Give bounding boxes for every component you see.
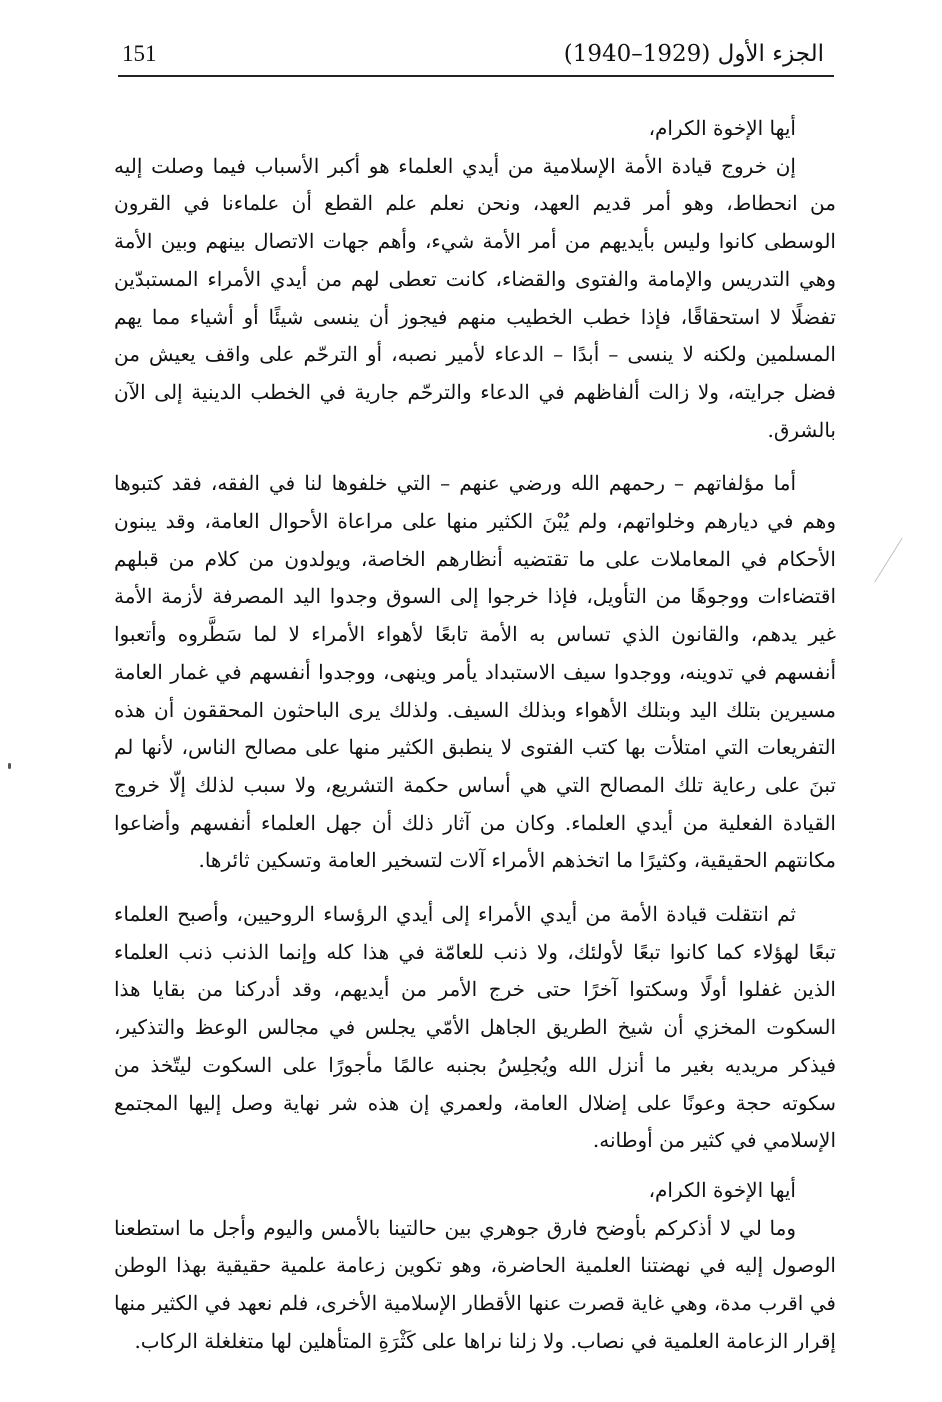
- running-title: الجزء الأول (1929–1940): [563, 41, 824, 67]
- page-number: 151: [122, 41, 157, 66]
- margin-pencil-mark: [874, 538, 936, 582]
- margin-ink-dot: [8, 763, 11, 769]
- page-body: [114, 110, 836, 1377]
- paragraph: ثم انتقلت قيادة الأمة من أيدي الأمراء إلى أيدي الرؤساء الروحيين، وأصبح العلماء تبعًا لهؤلاء كما كانوا تبعًا لأولئك، ولا ذنب للعامّة في هذا كله وإنما الذنب ذنب العلماء الذين غفلوا أولًا وسكتوا آخرًا حتى خرج الأمر من أيديهم، وقد أدركنا من بقايا هذا السكوت المخزي أن شيخ الطريق الجاهل الأمّي يجلس في مجالس الوعظ والتذكير، فيذكر مريديه بغير ما أنزل الله ويُجلِسُ بجنبه عالمًا مأجورًا على السكوت ليتّخذ من سكوته حجة وعونًا على إضلال العامة، ولعمري إن هذه شر نهاية وصل إليها المجتمع الإسلامي في كثير من أوطانه.: [114, 902, 836, 1153]
- paragraph: أما مؤلفاتهم – رحمهم الله ورضي عنهم – التي خلفوها لنا في الفقه، فقد كتبوها وهم في ديارهم وخلواتهم، ولم يُبْنَ الكثير منها على مراعاة الأحوال العامة، وقد يبنون الأحكام في المعاملات على ما تقتضيه أنظارهم الخاصة، ويولدون من كلام من قبلهم اقتضاءات ووجوهًا من التأويل، فإذا خرجوا إلى السوق وجدوا اليد المصرفة لأزمة الأمة غير يدهم، والقانون الذي تساس به الأمة تابعًا لأهواء الأمراء لا لما سَطَّروه وأتعبوا أنفسهم في تدوينه، ووجدوا سيف الاستبداد يأمر وينهى، ووجدوا أنفسهم في غمار العامة مسيرين بتلك اليد وبتلك الأهواء وبذلك السيف. ولذلك يرى الباحثون المحققون أن هذه التفريعات التي امتلأت بها كتب الفتوى لا ينطبق الكثير منها على مصالح الناس، لأنها لم تبنَ على رعاية تلك المصالح التي هي أساس حكمة التشريع، ولا سبب لذلك إلّا خروج القيادة الفعلية من أيدي العلماء. وكان من آثار ذلك أن جهل العلماء أنفسهم وأضاعوا مكانتهم الحقيقية، وكثيرًا ما اتخذهم الأمراء آلات لتسخير العامة وتسكين ثائرها.: [114, 471, 836, 873]
- header-rule: [118, 75, 834, 77]
- salutation: أيها الإخوة الكرام،: [648, 1177, 796, 1202]
- salutation: أيها الإخوة الكرام،: [648, 116, 796, 140]
- paragraph: إن خروج قيادة الأمة الإسلامية من أيدي العلماء هو أكبر الأسباب فيما وصلت إليه من انحطاط، وهو أمر قديم العهد، ونحن نعلم علم القطع أن علماءنا في القرون الوسطى كانوا وليس بأيديهم من أمر الأمة شيء، وأهم جهات الاتصال بينهم وبين الأمة وهي التدريس والإمامة والفتوى والقضاء، كانت تعطى لهم من أيدي الأمراء المستبدّين تفضلًا لا استحقاقًا، فإذا خطب الخطيب منهم فيجوز أن ينسى شيئًا أو أشياء مما يهم المسلمين ولكنه لا ينسى – أبدًا – الدعاء لأمير نصبه، أو الترحّم على واقف يعيش من فضل جرايته، ولا زالت ألفاظهم في الدعاء والترحّم جارية في الخطب الدينية إلى الآن بالشرق.: [114, 153, 836, 442]
- page-header: [118, 38, 832, 72]
- paragraph: وما لي لا أذكركم بأوضح فارق جوهري بين حالتينا بالأمس واليوم وأجل ما استطعنا الوصول إليه في نهضتنا العلمية الحاضرة، وهو تكوين زعامة علمية حقيقية بهذا الوطن في اقرب مدة، وهي غاية قصرت عنها الأقطار الإسلامية الأخرى، فلم نعهد في الكثير منها إقرار الزعامة العلمية في نصاب. ولا زلنا نراها على كَثْرَةِ المتأهلين لها متغلغلة الركاب.: [114, 1215, 836, 1353]
